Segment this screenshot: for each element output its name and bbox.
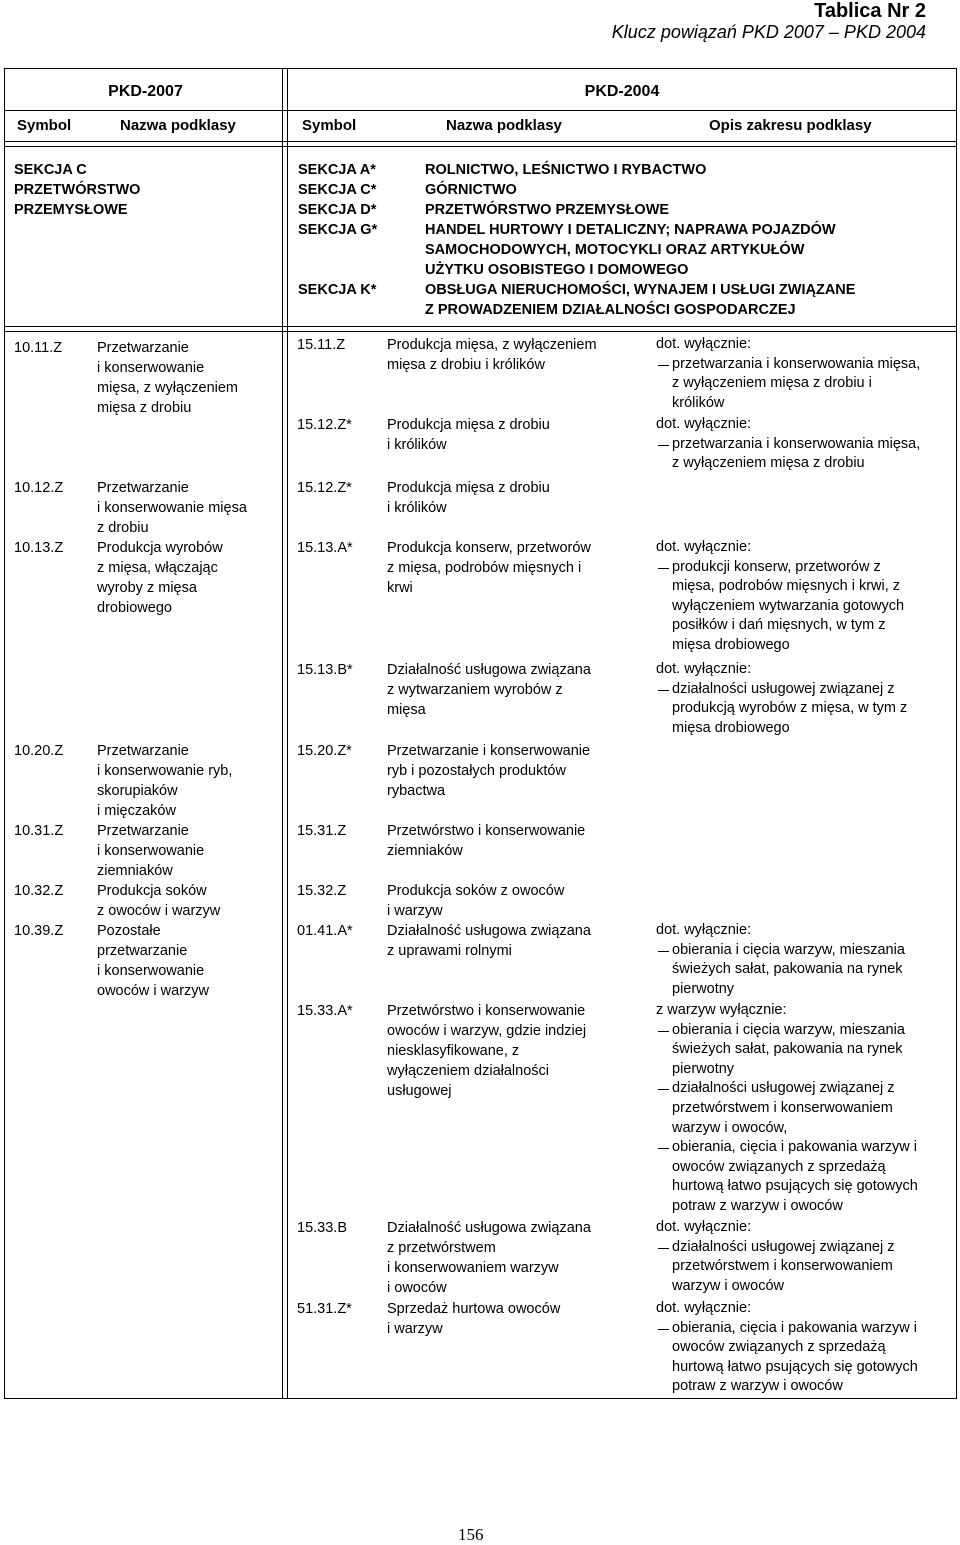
symbol-header: Symbol bbox=[302, 117, 357, 134]
scope-description bbox=[656, 1218, 952, 1296]
scope-line: warzyw i owoców, bbox=[672, 1119, 788, 1136]
subclass-name bbox=[387, 538, 591, 598]
subclass-code: 15.11.Z bbox=[297, 337, 346, 353]
scope-line: z wyłączeniem mięsa z drobiu bbox=[672, 455, 865, 472]
name-line: i konserwowaniem warzyw bbox=[387, 1260, 559, 1276]
subclass-name bbox=[387, 1001, 586, 1101]
table-subtitle: Klucz powiązań PKD 2007 – PKD 2004 bbox=[611, 22, 926, 42]
scope-intro: dot. wyłącznie: bbox=[656, 539, 752, 555]
name-line: niesklasyfikowane, z bbox=[387, 1043, 520, 1059]
subclass-code: 10.39.Z bbox=[14, 923, 64, 939]
subclass-code: 15.13.A* bbox=[297, 540, 353, 556]
name-line: i królików bbox=[387, 500, 447, 516]
subclass-name bbox=[97, 881, 220, 921]
name-line: krwi bbox=[387, 580, 413, 596]
scope-line: wyłączeniem wytwarzania gotowych bbox=[672, 597, 905, 614]
name-line: z owoców i warzyw bbox=[97, 903, 221, 919]
name-line: i konserwowanie ryb, bbox=[97, 763, 233, 779]
name-line: skorupiaków bbox=[97, 783, 178, 799]
name-line: i królików bbox=[387, 437, 447, 453]
subclass-name bbox=[387, 881, 564, 921]
subclass-name bbox=[97, 338, 238, 418]
row-divider bbox=[4, 141, 957, 142]
scope-item bbox=[656, 1021, 952, 1080]
scope-line: pierwotny bbox=[672, 1060, 735, 1077]
scope-description bbox=[656, 1001, 952, 1217]
name-line: Produkcja soków bbox=[97, 883, 207, 899]
name-line: i konserwowanie bbox=[97, 360, 205, 376]
name-line: z przetwórstwem bbox=[387, 1240, 496, 1256]
subclass-name bbox=[387, 921, 591, 961]
subclass-name bbox=[387, 660, 591, 720]
scope-description bbox=[656, 921, 952, 999]
name-line: z uprawami rolnymi bbox=[387, 943, 512, 959]
name-line: Działalność usługowa związana bbox=[387, 923, 591, 939]
scope-line: z wyłączeniem mięsa z drobiu i bbox=[672, 375, 872, 392]
scope-intro: dot. wyłącznie: bbox=[656, 1300, 752, 1316]
name-line: drobiowego bbox=[97, 600, 172, 616]
subclass-name bbox=[97, 821, 204, 881]
name-line: usługowej bbox=[387, 1083, 452, 1099]
name-line: mięsa z drobiu i królików bbox=[387, 357, 545, 373]
name-line: owoców i warzyw, gdzie indziej bbox=[387, 1023, 587, 1039]
subclass-code: 10.12.Z bbox=[14, 480, 64, 496]
scope-line: działalności usługowej związanej z bbox=[672, 1238, 895, 1255]
scope-header: Opis zakresu podklasy bbox=[709, 117, 872, 134]
scope-line: warzyw i owoców bbox=[672, 1277, 784, 1294]
scope-line: produkcji konserw, przetworów z bbox=[672, 558, 881, 575]
scope-line: przetwórstwem i konserwowaniem bbox=[672, 1258, 893, 1275]
subclass-name bbox=[97, 921, 209, 1001]
scope-line: przetwarzania i konserwowania mięsa, bbox=[672, 355, 921, 372]
name-line: wyroby z mięsa bbox=[97, 580, 197, 596]
name-line: ziemniaków bbox=[97, 863, 173, 879]
column-divider bbox=[287, 68, 288, 1399]
scope-description bbox=[656, 660, 952, 738]
subclass-code: 01.41.A* bbox=[297, 923, 353, 939]
name-header: Nazwa podklasy bbox=[120, 117, 236, 134]
scope-line: hurtową łatwo psujących się gotowych bbox=[672, 1358, 918, 1375]
table-title: Tablica Nr 2 bbox=[814, 0, 926, 22]
name-header: Nazwa podklasy bbox=[446, 117, 562, 134]
name-line: wyłączeniem działalności bbox=[387, 1063, 549, 1079]
scope-line: działalności usługowej związanej z bbox=[672, 1080, 895, 1097]
subclass-name bbox=[387, 1218, 591, 1298]
scope-line: działalności usługowej związanej z bbox=[672, 680, 895, 697]
pkd2004-header: PKD-2004 bbox=[584, 83, 660, 100]
subclass-name bbox=[387, 821, 585, 861]
name-line: Przetwarzanie bbox=[97, 743, 189, 759]
subclass-code: 15.33.B bbox=[297, 1220, 347, 1236]
scope-line: świeżych sałat, pakowania na rynek bbox=[672, 1041, 903, 1058]
subclass-name bbox=[97, 741, 232, 821]
name-line: z wytwarzaniem wyrobów z bbox=[387, 682, 563, 698]
name-line: Produkcja konserw, przetworów bbox=[387, 540, 591, 556]
name-line: Produkcja mięsa z drobiu bbox=[387, 417, 550, 433]
scope-description bbox=[656, 415, 952, 474]
name-line: Przetwarzanie bbox=[97, 340, 189, 356]
scope-line: posiłków i dań mięsnych, w tym z bbox=[672, 617, 886, 634]
symbol-header: Symbol bbox=[17, 117, 72, 134]
scope-intro: dot. wyłącznie: bbox=[656, 661, 752, 677]
name-line: Produkcja soków z owoców bbox=[387, 883, 565, 899]
name-line: i warzyw bbox=[387, 903, 443, 919]
subclass-name bbox=[387, 335, 597, 375]
scope-line: przetwarzania i konserwowania mięsa, bbox=[672, 435, 921, 452]
pkd2007-header: PKD-2007 bbox=[108, 83, 183, 100]
section-left: SEKCJA C PRZETWÓRSTWO PRZEMYSŁOWE bbox=[14, 162, 141, 218]
scope-line: pierwotny bbox=[672, 980, 735, 997]
name-line: Przetwarzanie bbox=[97, 823, 189, 839]
scope-item bbox=[656, 558, 952, 656]
name-line: Produkcja mięsa, z wyłączeniem bbox=[387, 337, 597, 353]
name-line: ziemniaków bbox=[387, 843, 463, 859]
scope-line: hurtową łatwo psujących się gotowych bbox=[672, 1178, 918, 1195]
section-symbols: SEKCJA A* SEKCJA C* SEKCJA D* SEKCJA G* SEKCJA K* bbox=[298, 162, 378, 298]
subclass-code: 15.31.Z bbox=[297, 823, 347, 839]
subclass-code: 10.20.Z bbox=[14, 743, 64, 759]
name-line: i owoców bbox=[387, 1280, 447, 1296]
name-line: i warzyw bbox=[387, 1321, 443, 1337]
subclass-code: 10.13.Z bbox=[14, 540, 64, 556]
scope-line: mięsa drobiowego bbox=[672, 636, 790, 653]
scope-item bbox=[656, 355, 952, 414]
subclass-code: 15.32.Z bbox=[297, 883, 347, 899]
name-line: Sprzedaż hurtowa owoców bbox=[387, 1301, 561, 1317]
scope-line: potraw z warzyw i owoców bbox=[672, 1378, 843, 1395]
scope-line: mięsa, podrobów mięsnych i krwi, z bbox=[672, 578, 901, 595]
scope-intro: dot. wyłącznie: bbox=[656, 416, 752, 432]
subclass-code: 15.33.A* bbox=[297, 1003, 353, 1019]
name-line: Przetwórstwo i konserwowanie bbox=[387, 1003, 586, 1019]
scope-intro: dot. wyłącznie: bbox=[656, 336, 752, 352]
subclass-code: 10.32.Z bbox=[14, 883, 64, 899]
subclass-code: 10.31.Z bbox=[14, 823, 64, 839]
scope-description bbox=[656, 1299, 952, 1397]
scope-line: obierania i cięcia warzyw, mieszania bbox=[672, 941, 905, 958]
name-line: mięsa, z wyłączeniem bbox=[97, 380, 239, 396]
page-number: 156 bbox=[458, 1525, 484, 1544]
scope-item bbox=[656, 1079, 952, 1138]
row-divider bbox=[4, 331, 957, 332]
subclass-code: 15.20.Z* bbox=[297, 743, 352, 759]
scope-line: świeżych sałat, pakowania na rynek bbox=[672, 961, 903, 978]
name-line: z mięsa, podrobów mięsnych i bbox=[387, 560, 582, 576]
row-divider bbox=[4, 146, 957, 147]
scope-line: obierania, cięcia i pakowania warzyw i bbox=[672, 1139, 918, 1156]
scope-item bbox=[656, 1319, 952, 1397]
scope-item bbox=[656, 941, 952, 1000]
name-line: mięsa bbox=[387, 702, 426, 718]
row-divider bbox=[4, 110, 957, 111]
subclass-name bbox=[387, 478, 550, 518]
name-line: owoców i warzyw bbox=[97, 983, 209, 999]
subclass-name bbox=[97, 478, 247, 538]
scope-item bbox=[656, 435, 952, 474]
name-line: i konserwowanie bbox=[97, 843, 205, 859]
name-line: Przetwarzanie i konserwowanie bbox=[387, 743, 591, 759]
scope-intro: dot. wyłącznie: bbox=[656, 922, 752, 938]
subclass-code: 10.11.Z bbox=[14, 340, 63, 356]
subclass-code: 15.12.Z* bbox=[297, 417, 352, 433]
scope-item bbox=[656, 1138, 952, 1216]
scope-item bbox=[656, 1238, 952, 1297]
subclass-name bbox=[387, 415, 550, 455]
name-line: mięsa z drobiu bbox=[97, 400, 192, 416]
subclass-code: 15.12.Z* bbox=[297, 480, 352, 496]
name-line: Działalność usługowa związana bbox=[387, 1220, 591, 1236]
scope-line: produkcją wyrobów z mięsa, w tym z bbox=[672, 700, 908, 717]
scope-line: przetwórstwem i konserwowaniem bbox=[672, 1099, 893, 1116]
subclass-code: 51.31.Z* bbox=[297, 1301, 352, 1317]
subclass-code: 15.13.B* bbox=[297, 662, 353, 678]
name-line: i konserwowanie mięsa bbox=[97, 500, 247, 516]
scope-line: mięsa drobiowego bbox=[672, 719, 790, 736]
scope-item bbox=[656, 680, 952, 739]
scope-line: obierania i cięcia warzyw, mieszania bbox=[672, 1021, 905, 1038]
name-line: Przetwórstwo i konserwowanie bbox=[387, 823, 586, 839]
scope-description bbox=[656, 538, 952, 656]
name-line: i konserwowanie bbox=[97, 963, 205, 979]
scope-line: królików bbox=[672, 394, 725, 411]
name-line: Produkcja wyrobów bbox=[97, 540, 223, 556]
name-line: rybactwa bbox=[387, 783, 446, 799]
name-line: Pozostałe bbox=[97, 923, 161, 939]
scope-line: obierania, cięcia i pakowania warzyw i bbox=[672, 1319, 918, 1336]
name-line: Produkcja mięsa z drobiu bbox=[387, 480, 550, 496]
scope-line: potraw z warzyw i owoców bbox=[672, 1197, 843, 1214]
scope-line: owoców związanych z sprzedażą bbox=[672, 1339, 886, 1356]
name-line: z mięsa, włączając bbox=[97, 560, 218, 576]
subclass-name bbox=[387, 1299, 560, 1339]
column-divider bbox=[282, 68, 283, 1399]
name-line: Działalność usługowa związana bbox=[387, 662, 591, 678]
scope-intro: z warzyw wyłącznie: bbox=[656, 1002, 787, 1018]
scope-description bbox=[656, 335, 952, 413]
name-line: Przetwarzanie bbox=[97, 480, 189, 496]
subclass-name bbox=[387, 741, 590, 801]
subclass-name bbox=[97, 538, 223, 618]
scope-intro: dot. wyłącznie: bbox=[656, 1219, 752, 1235]
scope-line: owoców związanych z sprzedażą bbox=[672, 1158, 886, 1175]
section-names: ROLNICTWO, LEŚNICTWO I RYBACTWO GÓRNICTWO PRZETWÓRSTWO PRZEMYSŁOWE HANDEL HURTOWY I DETALICZNY; NAPRAWA POJAZDÓW SAMOCHODOWYCH, MOTOCYKLI ORAZ ARTYKUŁÓW UŻYTKU OSOBISTEGO I DOMOWEGO OBSŁUGA NIERUCHOMOŚCI, WYNAJEM I USŁUGI ZWIĄZANE Z PROWADZENIEM DZIAŁALNOŚCI GOSPODARCZEJ bbox=[425, 162, 856, 318]
name-line: przetwarzanie bbox=[97, 943, 188, 959]
name-line: ryb i pozostałych produktów bbox=[387, 763, 566, 779]
name-line: z drobiu bbox=[97, 520, 149, 536]
row-divider bbox=[4, 326, 957, 327]
name-line: i mięczaków bbox=[97, 803, 176, 819]
